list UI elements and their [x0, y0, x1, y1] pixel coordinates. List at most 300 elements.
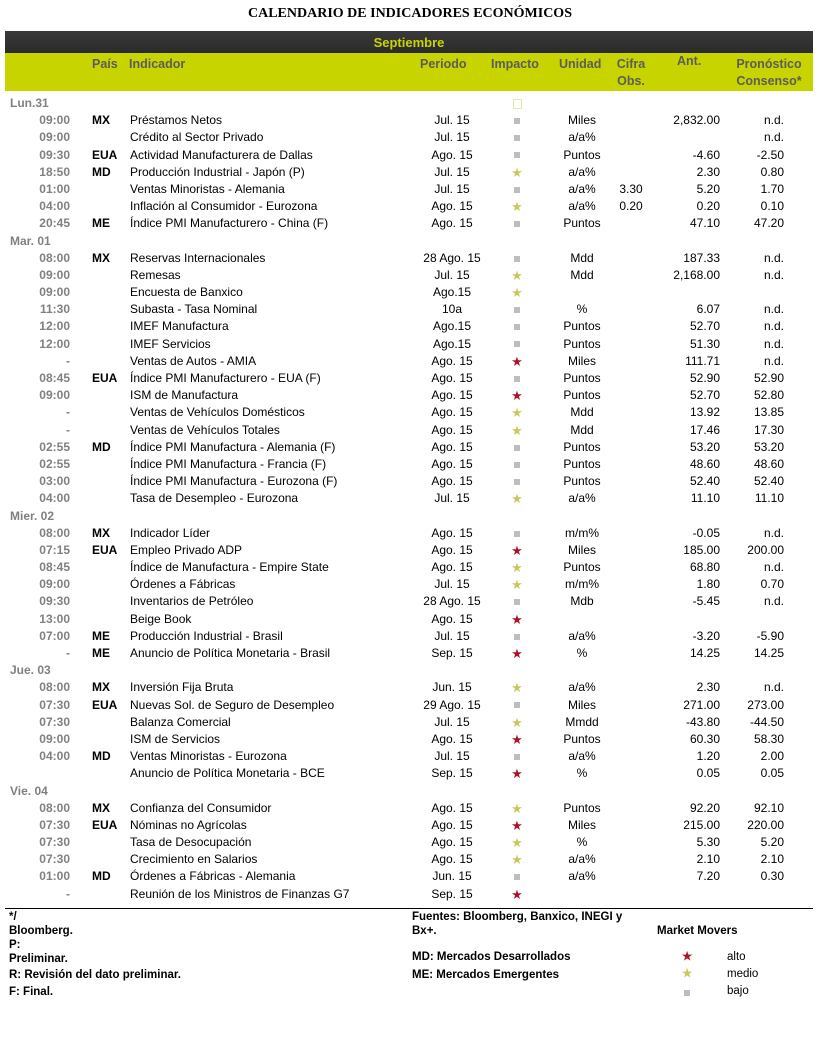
indicator-cell: IMEF Servicios — [130, 336, 211, 351]
forecast-cell: n.d. — [763, 319, 784, 334]
unit-cell: a/a% — [568, 491, 596, 506]
forecast-cell: 52.90 — [753, 371, 784, 385]
unit-cell: % — [576, 835, 588, 850]
previous-cell: 2,832.00 — [673, 113, 720, 128]
period-cell: Jul. 15 — [434, 491, 470, 506]
previous-cell: 2.10 — [696, 852, 720, 867]
unit-cell: Miles — [567, 113, 596, 128]
period-cell: Ago. 15 — [431, 852, 473, 867]
col-ant: Ant. — [677, 54, 702, 68]
previous-cell: 52.40 — [689, 474, 720, 489]
unit-cell: Miles — [567, 817, 596, 832]
previous-cell: 6.07 — [696, 302, 720, 317]
unit-cell: Puntos — [563, 147, 601, 162]
country-cell: MX — [92, 680, 110, 695]
day-label: Vie. 04 — [10, 783, 48, 798]
legend-alto: alto — [727, 951, 746, 963]
country-cell: EUA — [92, 147, 118, 162]
square-bajo-icon — [500, 112, 534, 129]
forecast-cell: 52.80 — [753, 388, 784, 403]
star-medio-icon: ★ — [682, 968, 693, 980]
period-cell: Ago. 15 — [431, 199, 473, 214]
time-cell: - — [66, 405, 70, 420]
previous-cell: 13.92 — [689, 405, 720, 420]
indicator-cell: Inventarios de Petróleo — [130, 594, 254, 609]
time-cell: 18:50 — [39, 164, 70, 179]
unit-cell: a/a% — [568, 680, 596, 695]
table-row — [0, 851, 820, 868]
table-row — [0, 147, 820, 164]
col-pronostico: Pronóstico — [736, 57, 802, 71]
time-cell: 09:30 — [39, 594, 70, 609]
square-bajo-icon — [500, 439, 534, 456]
indicator-cell: Índice PMI Manufactura - Francia (F) — [130, 456, 327, 471]
star-alto-icon: ★ — [511, 542, 523, 558]
previous-cell: 271.00 — [683, 697, 720, 712]
col-periodo: Periodo — [420, 57, 467, 71]
country-cell: MX — [92, 250, 110, 265]
col-indicador: Indicador — [129, 57, 186, 71]
period-cell: Ago. 15 — [431, 542, 473, 557]
time-cell: 09:30 — [39, 147, 70, 162]
footer-note: P: — [9, 939, 21, 951]
forecast-cell: -44.50 — [749, 714, 784, 729]
time-cell: 09:00 — [39, 113, 70, 128]
previous-cell: 14.25 — [689, 646, 720, 660]
time-cell: - — [66, 646, 70, 660]
indicator-cell: Anuncio de Política Monetaria - BCE — [130, 766, 325, 781]
unit-cell: Mmdd — [565, 714, 599, 729]
forecast-cell: 0.80 — [760, 164, 784, 179]
period-cell: Ago. 15 — [431, 611, 473, 626]
footer-note: Bloomberg. — [9, 925, 73, 937]
unit-cell: Puntos — [563, 731, 601, 746]
country-cell: EUA — [92, 542, 118, 557]
period-cell: Ago. 15 — [431, 835, 473, 850]
unit-cell: Puntos — [563, 439, 601, 454]
time-cell: - — [66, 886, 70, 901]
time-cell: 09:00 — [39, 285, 70, 300]
star-alto-icon: ★ — [511, 388, 523, 404]
forecast-cell: n.d. — [763, 525, 784, 540]
star-alto-icon: ★ — [511, 353, 523, 369]
period-cell: Jul. 15 — [434, 749, 470, 764]
period-cell: Ago. 15 — [431, 422, 473, 437]
star-medio-icon: ★ — [511, 199, 523, 215]
footer-fuentes: Fuentes: Bloomberg, Banxico, INEGI y — [412, 911, 623, 923]
forecast-cell: n.d. — [763, 250, 784, 265]
indicator-cell: Órdenes a Fábricas — [130, 577, 236, 592]
indicator-cell: Reunión de los Ministros de Finanzas G7 — [130, 886, 350, 901]
col-pais: País — [92, 57, 118, 71]
unit-cell: Puntos — [563, 800, 601, 815]
unit-cell: a/a% — [568, 199, 596, 214]
market-movers-title: Market Movers — [657, 925, 738, 937]
forecast-cell: 0.70 — [760, 577, 784, 592]
indicator-cell: Balanza Comercial — [130, 714, 231, 729]
forecast-cell: 200.00 — [747, 542, 784, 557]
forecast-cell: n.d. — [763, 267, 784, 282]
time-cell: 13:00 — [39, 611, 70, 626]
table-row — [0, 886, 820, 903]
star-medio-icon: ★ — [511, 267, 523, 283]
square-bajo-icon — [500, 318, 534, 335]
period-cell: Ago. 15 — [431, 353, 473, 368]
period-cell: 28 Ago. 15 — [423, 250, 481, 265]
period-cell: Ago. 15 — [431, 439, 473, 454]
unit-cell: Puntos — [563, 319, 601, 334]
period-cell: Jun. 15 — [432, 680, 472, 695]
period-cell: Jul. 15 — [434, 714, 470, 729]
table-row — [0, 164, 820, 181]
table-row — [0, 473, 820, 490]
time-cell: 09:00 — [39, 388, 70, 403]
legend-medio: medio — [727, 968, 759, 980]
previous-cell: 53.20 — [689, 439, 720, 454]
period-cell: Jul. 15 — [434, 267, 470, 282]
time-cell: 07:00 — [39, 628, 70, 643]
table-row — [0, 731, 820, 748]
previous-cell: 52.70 — [689, 319, 720, 334]
previous-cell: -4.60 — [692, 147, 720, 162]
time-cell: 07:30 — [39, 714, 70, 729]
star-medio-icon: ★ — [511, 560, 523, 576]
country-cell: MX — [92, 525, 110, 540]
table-row — [0, 250, 820, 267]
table-row — [0, 284, 820, 301]
table-row — [0, 817, 820, 834]
observed-cell: 3.30 — [619, 181, 643, 196]
forecast-cell: 52.40 — [753, 474, 784, 489]
unit-cell: Miles — [567, 353, 596, 368]
calendar-table — [0, 95, 820, 903]
star-alto-icon: ★ — [682, 951, 693, 963]
previous-cell: 2.30 — [696, 164, 720, 179]
table-row — [0, 370, 820, 387]
table-row — [0, 645, 820, 662]
indicator-cell: Beige Book — [130, 611, 192, 626]
indicator-cell: Producción Industrial - Brasil — [130, 628, 283, 643]
period-cell: Ago. 15 — [431, 560, 473, 575]
period-cell: Sep. 15 — [431, 886, 473, 901]
indicator-cell: Anuncio de Política Monetaria - Brasil — [130, 646, 331, 660]
unit-cell: % — [576, 766, 588, 781]
indicator-cell: Crédito al Sector Privado — [130, 130, 264, 145]
country-cell: MD — [92, 749, 111, 764]
star-alto-icon: ★ — [511, 886, 523, 902]
forecast-cell: 53.20 — [753, 439, 784, 454]
unit-cell: Puntos — [563, 388, 601, 403]
previous-cell: 17.46 — [689, 422, 720, 437]
square-bajo-icon — [500, 473, 534, 490]
footer — [5, 908, 813, 998]
table-header — [5, 53, 813, 91]
unit-cell: a/a% — [568, 181, 596, 196]
previous-cell: 187.33 — [683, 250, 720, 265]
col-unidad: Unidad — [559, 57, 602, 71]
indicator-cell: Actividad Manufacturera de Dallas — [130, 147, 313, 162]
forecast-cell: 2.10 — [760, 852, 784, 867]
table-row — [0, 181, 820, 198]
unit-cell: Mdd — [570, 422, 594, 437]
forecast-cell: -2.50 — [756, 147, 784, 162]
unit-cell: a/a% — [568, 852, 596, 867]
unit-cell: m/m% — [565, 577, 599, 592]
table-row — [0, 748, 820, 765]
country-cell: MX — [92, 800, 110, 815]
square-bajo-icon — [500, 301, 534, 318]
forecast-cell: 2.00 — [760, 749, 784, 764]
month-bar: Septiembre — [5, 31, 813, 53]
unit-cell: a/a% — [568, 749, 596, 764]
indicator-cell: Remesas — [130, 267, 181, 282]
forecast-cell: n.d. — [763, 560, 784, 575]
star-medio-icon: ★ — [511, 835, 523, 851]
previous-cell: 111.71 — [685, 353, 720, 368]
indicator-cell: Nuevas Sol. de Seguro de Desempleo — [130, 697, 335, 712]
period-cell: Ago. 15 — [431, 525, 473, 540]
unit-cell: Miles — [567, 542, 596, 557]
indicator-cell: Índice PMI Manufacturero - EUA (F) — [130, 371, 321, 385]
previous-cell: 5.20 — [696, 181, 720, 196]
indicator-cell: Subasta - Tasa Nominal — [130, 302, 258, 317]
forecast-cell: 273.00 — [747, 697, 784, 712]
star-medio-icon: ★ — [511, 577, 523, 593]
table-row — [0, 679, 820, 696]
time-cell: 08:00 — [39, 800, 70, 815]
table-row — [0, 439, 820, 456]
period-cell: Ago. 15 — [431, 474, 473, 489]
forecast-cell: 220.00 — [747, 817, 784, 832]
day-row — [0, 783, 820, 800]
period-cell: Ago. 15 — [431, 731, 473, 746]
indicator-cell: Reservas Internacionales — [130, 250, 266, 265]
indicator-cell: Préstamos Netos — [130, 113, 223, 128]
time-cell: 01:00 — [39, 869, 70, 884]
period-cell: Ago. 15 — [431, 817, 473, 832]
period-cell: 10a — [441, 302, 463, 317]
unit-cell: Puntos — [563, 474, 601, 489]
indicator-cell: Nóminas no Agrícolas — [130, 817, 247, 832]
footer-note: */ — [9, 911, 17, 923]
time-cell: 11:30 — [39, 302, 70, 317]
period-cell: 28 Ago. 15 — [423, 594, 481, 609]
star-alto-icon: ★ — [511, 611, 523, 627]
country-cell: ME — [92, 216, 110, 231]
indicator-cell: Ventas de Autos - AMIA — [130, 353, 257, 368]
previous-cell: -5.45 — [692, 594, 720, 609]
footer-me: ME: Mercados Emergentes — [412, 969, 559, 981]
star-medio-icon: ★ — [511, 164, 523, 180]
time-cell: 20:45 — [39, 216, 70, 231]
indicator-cell: Ventas Minoristas - Eurozona — [130, 749, 287, 764]
forecast-cell: n.d. — [763, 130, 784, 145]
period-cell: Ago. 15 — [431, 388, 473, 403]
country-cell: EUA — [92, 371, 118, 385]
table-row — [0, 868, 820, 885]
previous-cell: 2,168.00 — [673, 267, 720, 282]
indicator-cell: Producción Industrial - Japón (P) — [130, 164, 305, 179]
time-cell: 04:00 — [39, 491, 70, 506]
day-row — [0, 662, 820, 679]
indicator-cell: Confianza del Consumidor — [130, 800, 272, 815]
time-cell: 09:00 — [39, 130, 70, 145]
day-label: Mier. 02 — [10, 508, 55, 523]
previous-cell: 5.30 — [696, 835, 720, 850]
time-cell: 09:00 — [39, 731, 70, 746]
table-row — [0, 525, 820, 542]
period-cell: 29 Ago. 15 — [423, 697, 481, 712]
star-medio-icon: ★ — [511, 680, 523, 696]
indicator-cell: Tasa de Desempleo - Eurozona — [130, 491, 299, 506]
time-cell: 07:30 — [39, 817, 70, 832]
forecast-cell: 14.25 — [753, 646, 784, 660]
square-bajo-icon — [684, 987, 690, 999]
star-alto-icon: ★ — [511, 646, 523, 661]
square-bajo-icon — [500, 181, 534, 198]
time-cell: - — [66, 422, 70, 437]
time-cell: 08:00 — [39, 680, 70, 695]
time-cell: 07:30 — [39, 697, 70, 712]
time-cell: 08:45 — [39, 371, 70, 385]
star-alto-icon: ★ — [511, 817, 523, 833]
square-bajo-icon — [500, 525, 534, 542]
previous-cell: 92.20 — [689, 800, 720, 815]
previous-cell: 60.30 — [689, 731, 720, 746]
indicator-cell: ISM de Servicios — [130, 731, 221, 746]
square-bajo-icon — [500, 697, 534, 714]
unit-cell: Puntos — [563, 216, 601, 231]
day-row — [0, 508, 820, 525]
time-cell: 04:00 — [39, 199, 70, 214]
indicator-cell: Índice PMI Manufacturero - China (F) — [130, 216, 329, 231]
country-cell: MX — [92, 113, 110, 128]
forecast-cell: n.d. — [763, 353, 784, 368]
time-cell: 03:00 — [39, 474, 70, 489]
indicator-cell: Ventas Minoristas - Alemania — [130, 181, 285, 196]
indicator-cell: IMEF Manufactura — [130, 319, 229, 334]
table-row — [0, 714, 820, 731]
previous-cell: 52.90 — [689, 371, 720, 385]
unit-cell: Miles — [567, 697, 596, 712]
forecast-cell: 17.30 — [753, 422, 784, 437]
star-medio-icon: ★ — [511, 405, 523, 421]
indicator-cell: Órdenes a Fábricas - Alemania — [130, 869, 296, 884]
indicator-cell: Índice de Manufactura - Empire State — [130, 560, 329, 575]
observed-cell: 0.20 — [619, 199, 643, 214]
page-title: CALENDARIO DE INDICADORES ECONÓMICOS — [248, 6, 572, 21]
period-cell: Jul. 15 — [434, 113, 470, 128]
table-row — [0, 112, 820, 129]
star-medio-icon: ★ — [511, 285, 523, 301]
col-impacto: Impacto — [491, 57, 539, 71]
unit-cell: % — [576, 302, 588, 317]
indicator-cell: Índice PMI Manufactura - Alemania (F) — [130, 439, 336, 454]
col-obs: Obs. — [617, 74, 645, 88]
square-bajo-icon — [500, 593, 534, 610]
forecast-cell: 11.10 — [754, 491, 784, 506]
unit-cell: m/m% — [565, 525, 599, 540]
previous-cell: 11.10 — [690, 491, 720, 506]
period-cell: Jul. 15 — [434, 181, 470, 196]
forecast-cell: 0.10 — [760, 199, 784, 214]
time-cell: 02:55 — [39, 439, 70, 454]
period-cell: Ago. 15 — [431, 216, 473, 231]
forecast-cell: n.d. — [763, 302, 784, 317]
period-cell: Ago. 15 — [431, 800, 473, 815]
indicator-cell: Encuesta de Banxico — [130, 285, 243, 300]
time-cell: - — [66, 353, 70, 368]
forecast-cell: 0.05 — [760, 766, 784, 781]
forecast-cell: n.d. — [763, 113, 784, 128]
square-bajo-icon — [500, 370, 534, 387]
unit-cell: Mdb — [570, 594, 594, 609]
forecast-cell: n.d. — [763, 594, 784, 609]
time-cell: 08:00 — [39, 525, 70, 540]
time-cell: 09:00 — [39, 267, 70, 282]
previous-cell: 68.80 — [689, 560, 720, 575]
table-row — [0, 593, 820, 610]
previous-cell: 2.30 — [696, 680, 720, 695]
previous-cell: 48.60 — [689, 456, 720, 471]
square-bajo-icon — [500, 215, 534, 232]
table-row — [0, 215, 820, 232]
unit-cell: a/a% — [568, 628, 596, 643]
table-row — [0, 765, 820, 782]
unit-cell: Mdd — [570, 267, 594, 282]
forecast-cell: 1.70 — [760, 181, 784, 196]
period-cell: Jul. 15 — [434, 628, 470, 643]
country-cell: EUA — [92, 817, 118, 832]
indicator-cell: Crecimiento en Salarios — [130, 852, 258, 867]
star-alto-icon: ★ — [511, 731, 523, 747]
table-row — [0, 611, 820, 628]
table-row — [0, 267, 820, 284]
square-bajo-icon — [500, 456, 534, 473]
table-row — [0, 559, 820, 576]
forecast-cell: 5.20 — [760, 835, 784, 850]
day-row — [0, 233, 820, 250]
table-row — [0, 834, 820, 851]
table-row — [0, 129, 820, 146]
indicator-cell: Inversión Fija Bruta — [130, 680, 234, 695]
previous-cell: 0.05 — [696, 766, 720, 781]
period-cell: Ago.15 — [432, 285, 472, 300]
country-cell: ME — [92, 628, 110, 643]
forecast-cell: n.d. — [763, 680, 784, 695]
period-cell: Jun. 15 — [432, 869, 472, 884]
previous-cell: 7.20 — [696, 869, 720, 884]
footer-md: MD: Mercados Desarrollados — [412, 951, 571, 963]
forecast-cell: 13.85 — [753, 405, 784, 420]
country-cell: MD — [92, 439, 111, 454]
unit-cell: Puntos — [563, 336, 601, 351]
legend-bajo: bajo — [727, 985, 749, 997]
table-row — [0, 353, 820, 370]
previous-cell: 52.70 — [689, 388, 720, 403]
indicator-cell: Empleo Privado ADP — [130, 542, 243, 557]
star-medio-icon: ★ — [511, 422, 523, 438]
forecast-cell: 58.30 — [753, 731, 784, 746]
time-cell: 08:45 — [39, 560, 70, 575]
indicator-cell: Inflación al Consumidor - Eurozona — [130, 199, 318, 214]
day-label: Mar. 01 — [10, 233, 51, 248]
previous-cell: 1.20 — [696, 749, 720, 764]
table-row — [0, 628, 820, 645]
previous-cell: 51.30 — [689, 336, 720, 351]
table-row — [0, 456, 820, 473]
table-row — [0, 490, 820, 507]
